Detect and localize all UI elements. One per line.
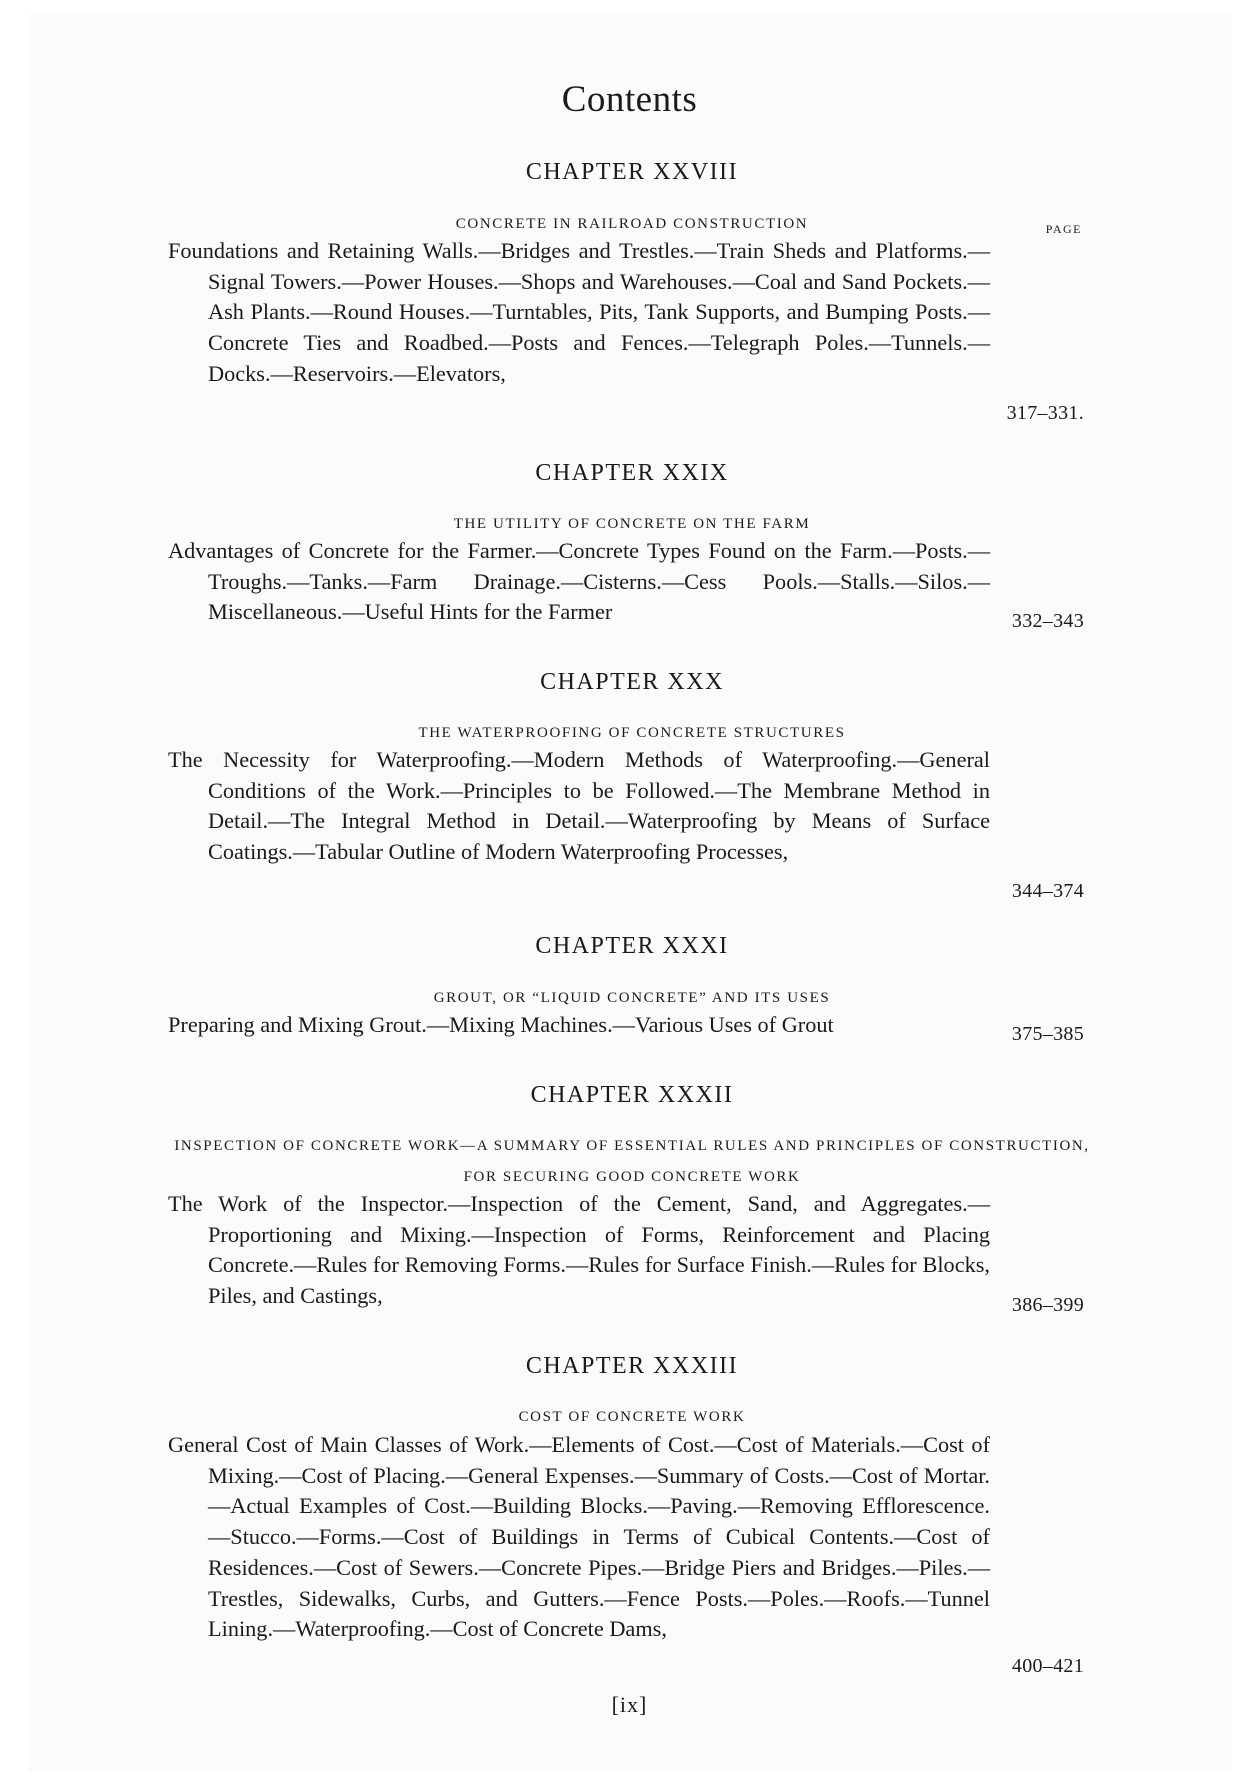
page-column-label: PAGE [1045,222,1082,236]
page-number: [ix] [611,1692,648,1717]
chapter-subtitle: THE UTILITY OF CONCRETE ON THE FARM [453,516,811,532]
chapter-entry: Preparing and Mixing Grout.—Mixing Machines.—Various Uses of Grout [168,1012,834,1037]
page-range: 386–399 [1011,1294,1084,1316]
chapter-entry: Foundations and Retaining Walls.—Bridges and Trestles.—Train Sheds and Platforms.—Signal Towers.—Power Houses.—Shops and Warehouses.—Coal and Sand Pockets.—Ash Plants.—Round Houses.—Turntables, Pits, Tank Supports, and Bumping Posts.—Concrete Ties and Roadbed.—Posts and Fences.—Telegraph Poles.—Tunnels.—Docks.—Reservoirs.—Elevators, [168,238,990,386]
page-range: 400–421 [1011,1655,1084,1677]
chapter-subtitle: CONCRETE IN RAILROAD CONSTRUCTION [455,216,809,232]
chapter-entry: The Necessity for Waterproofing.—Modern Methods of Waterproofing.—General Conditions of the Work.—Principles to be Followed.—The Membrane Method in Detail.—The Integral Method in Detail.—Waterproofing by Means of Surface Coatings.—Tabular Outline of Modern Waterproofing Processes, [168,747,990,865]
chapter-subtitle: THE WATERPROOFING OF CONCRETE STRUCTURES [418,725,846,741]
page-title: Contents [561,79,698,120]
chapter-subtitle: INSPECTION OF CONCRETE WORK—A SUMMARY OF ESSENTIAL RULES AND PRINCIPLES OF CONSTRUCTION, FOR SECURING GOOD CONCRETE WORK [174,1138,1090,1185]
chapter-subtitle: GROUT, OR “LIQUID CONCRETE” AND ITS USES [433,990,831,1006]
chapter-heading: CHAPTER XXVIII [525,159,739,185]
chapter-heading: CHAPTER XXXII [530,1082,734,1108]
chapter-subtitle: COST OF CONCRETE WORK [518,1409,746,1425]
chapter-heading: CHAPTER XXX [540,669,724,695]
chapter-entry: Advantages of Concrete for the Farmer.—Concrete Types Found on the Farm.—Posts.—Troughs.—Tanks.—Farm Drainage.—Cisterns.—Cess Pools.—Stalls.—Silos.—Miscellaneous.—Useful Hints for the Farmer [168,538,990,625]
chapter-entry: General Cost of Main Classes of Work.—Elements of Cost.—Cost of Materials.—Cost of Mixing.—Cost of Placing.—General Expenses.—Summary of Costs.—Cost of Mortar.—Actual Examples of Cost.—Building Blocks.—Paving.—Removing Efflorescence.—Stucco.—Forms.—Cost of Buildings in Terms of Cubical Contents.—Cost of Residences.—Cost of Sewers.—Concrete Pipes.—Bridge Piers and Bridges.—Piles.—Trestles, Sidewalks, Curbs, and Gutters.—Fence Posts.—Poles.—Roofs.—Tunnel Lining.—Waterproofing.—Cost of Concrete Dams, [168,1432,990,1642]
chapter-heading: CHAPTER XXXI [535,933,729,959]
chapter-heading: CHAPTER XXXIII [525,1353,739,1379]
chapter-entry: The Work of the Inspector.—Inspection of the Cement, Sand, and Aggregates.—Proportioning and Mixing.—Inspection of Forms, Reinforcement and Placing Concrete.—Rules for Removing Forms.—Rules for Surface Finish.—Rules for Blocks, Piles, and Castings, [168,1191,990,1309]
page-range: 375–385 [1011,1023,1084,1045]
page-range: 332–343 [1011,610,1084,632]
chapter-heading: CHAPTER XXIX [535,460,729,486]
page-range: 317–331. [1006,402,1084,424]
page-range: 344–374 [1011,880,1084,902]
